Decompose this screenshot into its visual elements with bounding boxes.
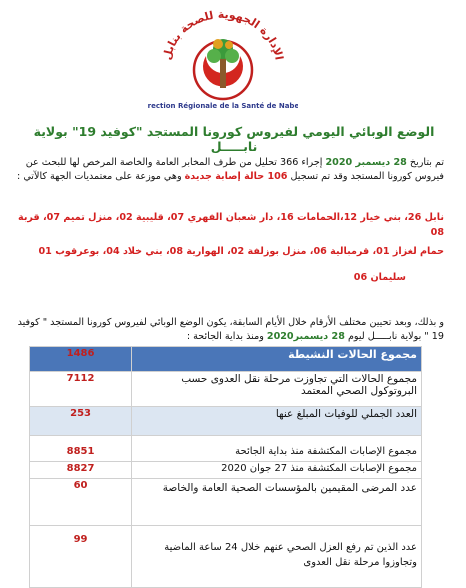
stat-label-quarantine-lifted: عدد الذين تم رفع العزل الصحي عنهم خلال 24 ساعة الماضية وتجاوزوا مرحلة نقل العدوى (132, 526, 422, 588)
stat-value-since-june: 8827 (30, 462, 132, 479)
new-cases-count: 106 حالة إصابة جديدة (184, 171, 288, 182)
stat-label-recovered: مجموع الحالات التي تجاوزت مرحلة نقل العدوى حسب البروتوكول الصحي المعتمد (132, 372, 422, 407)
table-row (30, 347, 422, 372)
stat-value-total: 8851 (30, 436, 132, 462)
table-row (30, 372, 422, 407)
stats-table (29, 346, 422, 588)
stat-label-active: مجموع الحالات النشيطة (132, 347, 422, 372)
table-row (30, 462, 422, 479)
summary-text-1: و بذلك، وبعد تحيين مختلف الأرقام خلال الأيام السابقة، يكون الوضع الوبائي لفيروس كورونا المستجد " كوفيد 19 " بولاية نابـــــل ليوم (17, 317, 444, 342)
summary-date: 28 ديسمبر2020 (266, 331, 345, 342)
table-row (30, 526, 422, 588)
intro-paragraph (14, 156, 444, 184)
stat-value-deaths: 253 (30, 407, 132, 436)
distribution-line-2: حمام لغزاز 01، قرمبالية 06، منزل بوزلفة 02، الهوارية 08، بني خلاد 04، بوعرقوب 01 (38, 246, 444, 257)
intro-text-2: إجراء 366 تحليل من طرف المخابر العامة والخاصة المرخص لها للبحث عن فيروس كورونا المستجد وقد تم تسجيل (25, 157, 444, 182)
stat-value-quarantine-lifted: 99 (30, 526, 132, 588)
distribution-line-3: سليمان 06 (353, 272, 406, 283)
table-row (30, 436, 422, 462)
stat-value-active: 1486 (30, 347, 132, 372)
logo-bottom-text: rection Régionale de la Santé de Nabe (148, 102, 298, 110)
intro-date: 28 ديسمبر 2020 (325, 157, 407, 168)
stat-label-deaths: العدد الجملي للوفيات المبلغ عنها (132, 407, 422, 436)
stat-value-hospitalized: 60 (30, 479, 132, 526)
ministry-logo (148, 4, 298, 116)
table-row (30, 407, 422, 436)
intro-text-1: تم بتاريخ (406, 157, 444, 168)
table-row (30, 479, 422, 526)
summary-text-2: ومنذ بداية الجائحة : (186, 331, 267, 342)
stat-label-hospitalized: عدد المرضى المقيمين بالمؤسسات الصحية العامة والخاصة (132, 479, 422, 526)
logo-arc-text: الإدارة الجهوية للصحة بنابل (160, 7, 286, 62)
summary-paragraph (14, 316, 444, 344)
intro-text-3: وهي موزعة على معتمديات الجهة كالآتي : (17, 171, 185, 182)
distribution-line-1: نابل 26، بني خيار 12،الحمامات 16، دار شعبان الفهري 07، قليبية 02، منزل تميم 07، قربة 08 (18, 212, 444, 238)
stat-label-since-june: مجموع الإصابات المكتشفة منذ 27 جوان 2020 (132, 462, 422, 479)
stat-value-recovered: 7112 (30, 372, 132, 407)
stat-label-total: مجموع الإصابات المكتشفة منذ بداية الجائحة (132, 436, 422, 462)
report-title: الوضع الوبائي اليومي لفيروس كورونا المستجد "كوفيد 19" بولاية نابـــــل (33, 124, 435, 154)
